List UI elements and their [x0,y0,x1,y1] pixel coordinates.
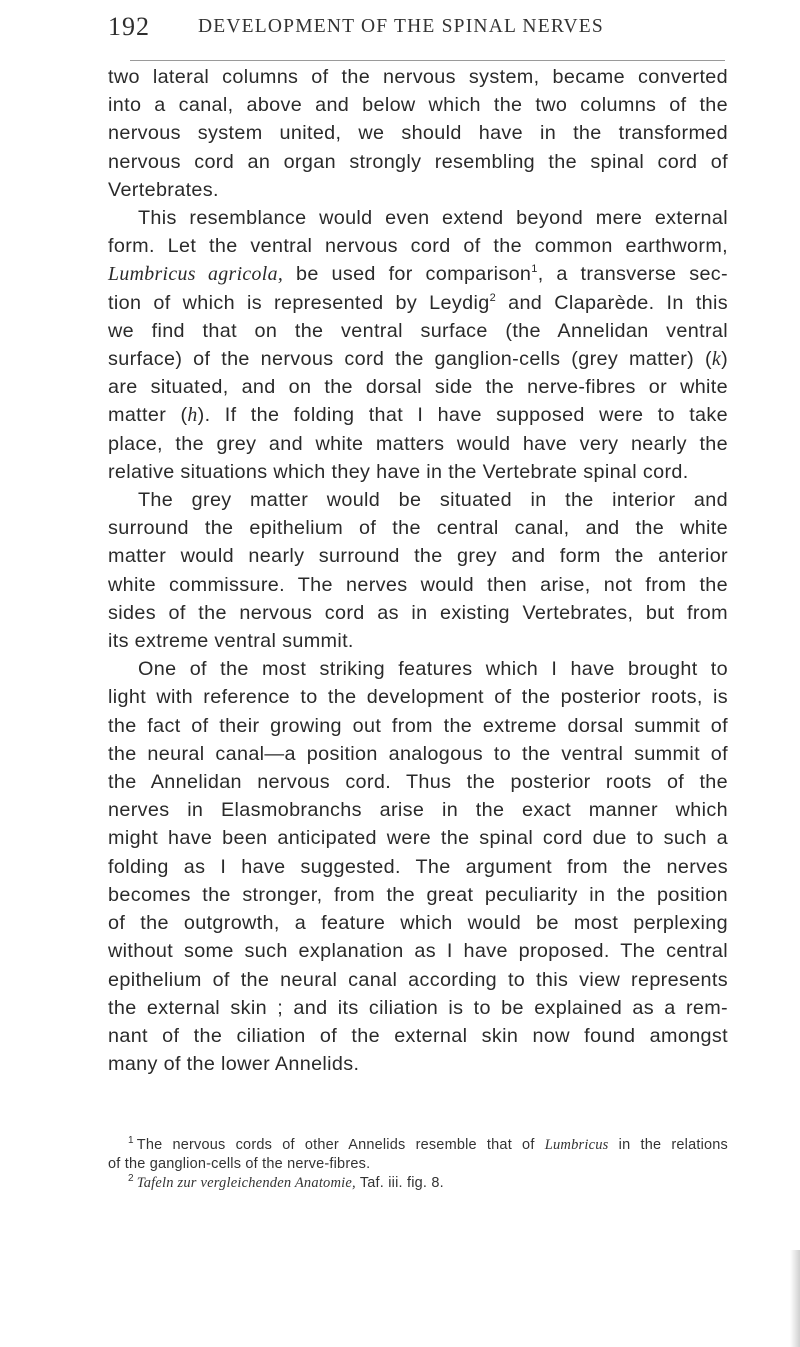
text-line: nervous cord an organ strongly resembling the spinal cord of [108,150,728,173]
footnote-1 [108,1136,728,1155]
species-name: Lumbricus agricola, [108,263,284,286]
footnotes [108,1136,728,1193]
text-segment: and Claparède. In this [496,291,728,314]
text-line: nerves in Elasmobranchs arise in the exact manner which [108,799,728,822]
text-segment: matter ( [108,404,188,427]
text-segment: in the relations [608,1137,728,1153]
text-segment: Taf. iii. fig. 8. [355,1175,444,1191]
footnote-1-continued: of the ganglion-cells of the nerve-fibres. [108,1156,371,1172]
text-line: One of the most striking features which I have brought to [138,658,728,681]
text-line [108,289,728,317]
text-line: This resemblance would even extend beyond mere external [138,207,728,230]
text-line: its extreme ventral summit. [108,630,354,653]
text-line: form. Let the ventral nervous cord of the common earthworm, [108,235,728,258]
text-line: folding as I have suggested. The argument from the nerves [108,855,728,878]
text-line: are situated, and on the dorsal side the nerve-fibres or white [108,376,728,399]
text-line: epithelium of the neural canal according to this view represents [108,968,728,991]
text-line: of the outgrowth, a feature which would be most perplexing [108,912,728,935]
text-line: the fact of their growing out from the extreme dorsal summit of [108,714,728,737]
text-line: the neural canal—a position analogous to the ventral summit of [108,742,728,765]
text-line: sides of the nervous cord as in existing Vertebrates, but from [108,601,728,624]
body-text [108,63,728,1078]
footnote-2 [108,1174,728,1193]
text-line: becomes the stronger, from the great peculiarity in the position [108,883,728,906]
text-line: two lateral columns of the nervous system, became converted [108,66,728,88]
text-line: many of the lower Annelids. [108,1053,360,1076]
text-segment: The nervous cords of other Annelids resemble that of [136,1137,545,1153]
text-line: white commissure. The nerves would then arise, not from the [108,573,728,596]
text-line: we find that on the ventral surface (the Annelidan ventral [108,319,728,342]
text-line: The grey matter would be situated in the interior and [138,489,728,512]
text-line: nervous system united, we should have in the transformed [108,122,728,145]
text-segment: ) [721,348,728,371]
text-line [108,345,728,373]
text-line: might have been anticipated were the spinal cord due to such a [108,827,728,850]
species-name: Lumbricus [544,1137,609,1153]
text-line: place, the grey and white matters would have very nearly the [108,432,728,455]
text-segment: tion of which is represented by Leydig [108,291,490,314]
text-line: nant of the ciliation of the external skin now found amongst [108,1024,728,1047]
text-line: into a canal, above and below which the two columns of the [108,94,728,117]
text-line: matter would nearly surround the grey and form the anterior [108,545,728,568]
text-line: relative situations which they have in the Vertebrate spinal cord. [108,460,689,483]
header-rule [130,60,725,61]
footnote-ref: 1 [531,263,538,276]
figure-letter: h [187,404,198,427]
footnote-mark: 1 [128,1135,134,1146]
page-edge-shadow [790,1250,800,1347]
text-line: light with reference to the development of the posterior roots, is [108,686,728,709]
figure-letter: k [711,348,722,371]
page-number: 192 [108,12,150,41]
footnote-ref: 2 [489,291,497,304]
text-segment: be used for comparison [283,263,532,286]
text-line: surround the epithelium of the central canal, and the white [108,517,728,540]
text-line: the external skin ; and its ciliation is to be explained as a rem- [108,996,728,1019]
text-segment: ). If the folding that I have supposed were to take [197,404,728,427]
text-segment: , a transverse sec- [537,263,728,286]
footnote-mark: 2 [128,1173,134,1184]
text-line: Vertebrates. [108,178,219,201]
text-segment: surface) of the nervous cord the ganglion-cells (grey matter) ( [108,348,712,371]
text-line: without some such explanation as I have proposed. The central [108,940,728,963]
running-title: DEVELOPMENT OF THE SPINAL NERVES [198,16,604,37]
text-line [108,401,728,429]
text-line: the Annelidan nervous cord. Thus the posterior roots of the [108,771,728,794]
citation-title: Tafeln zur vergleichenden Anatomie, [136,1175,356,1191]
text-line [108,260,728,288]
